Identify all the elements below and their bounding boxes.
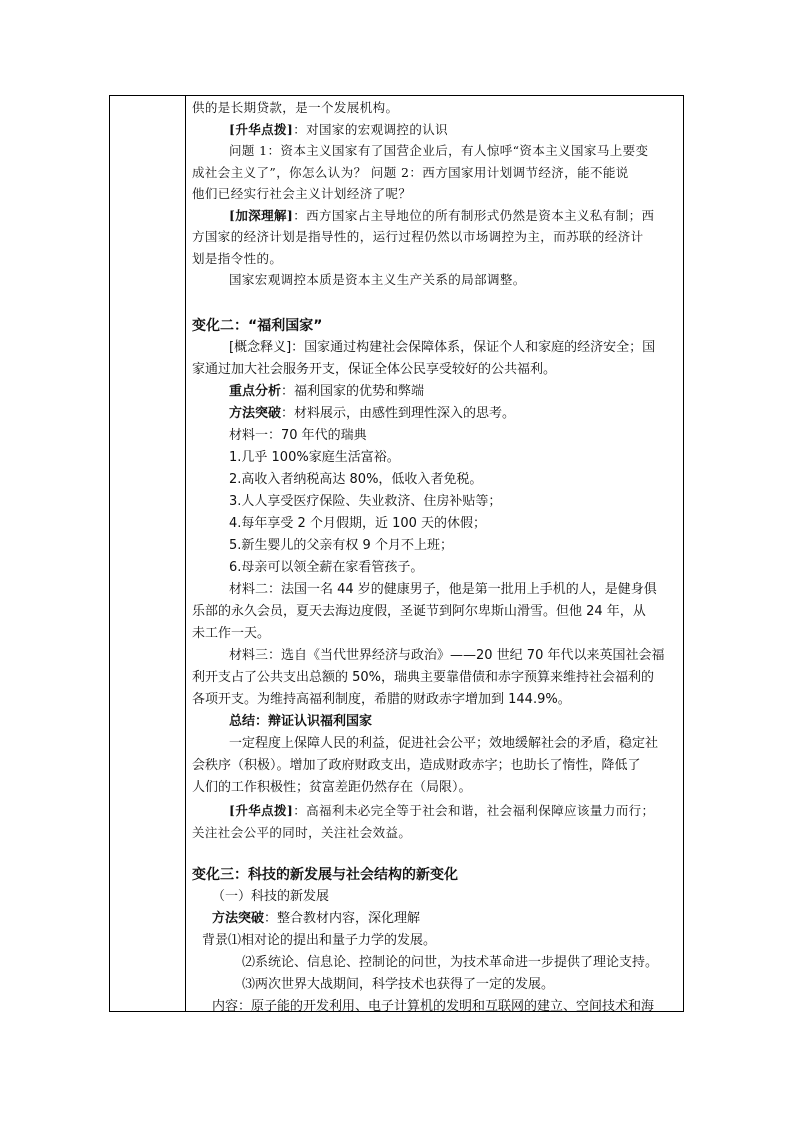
text-line: 背景⑴相对论的提出和量子力学的发展。 [202, 933, 437, 948]
text-line: 利开支占了公共支出总额的 50%，瑞典主要靠借债和赤字预算来维持社会福利的 [192, 670, 655, 685]
lesson-table [109, 95, 684, 1012]
text-line [229, 384, 424, 400]
text-line: 材料三：选自《当代世界经济与政治》——20 世纪 70 年代以来英国社会福 [229, 648, 665, 663]
list-item: 5.新生婴儿的父亲有权 9 个月不上班； [229, 538, 453, 553]
text-line: 一定程度上保障人民的利益，促进社会公平；效地缓解社会的矛盾，稳定社 [229, 736, 659, 751]
label-sublimation: [升华点拨] [229, 803, 294, 818]
label-method: 方法突破 [229, 406, 282, 421]
list-item: 6.母亲可以领全薪在家看管孩子。 [229, 560, 424, 575]
text-line: 关注社会公平的同时，关注社会效益。 [192, 825, 412, 840]
text-line: [概念释义]：国家通过构建社会保障体系，保证个人和家庭的经济安全；国 [229, 340, 656, 355]
label-sublimation: [升华点拨] [229, 122, 294, 137]
text-fragment: ：整合教材内容，深化理解 [264, 911, 421, 926]
label-key-analysis: 重点分析 [229, 384, 282, 399]
summary-heading: 总结：辩证认识福利国家 [229, 714, 373, 729]
text-line [229, 122, 448, 138]
text-line: 未工作一天。 [192, 626, 271, 641]
text-line: 材料二：法国一名 44 岁的健康男子，他是第一批用上手机的人，是健身俱 [229, 582, 657, 597]
text-line: 划是指令性的。 [192, 251, 283, 266]
text-line: 材料一：70 年代的瑞典 [229, 428, 367, 443]
text-fragment: ：对国家的宏观调控的认识 [293, 122, 449, 137]
text-line: 成社会主义了”，你怎么认为？ 问题 2：西方国家用计划调节经济，能不能说 [192, 165, 629, 180]
section-heading-change-3: 变化三：科技的新发展与社会结构的新变化 [192, 867, 458, 883]
text-line [229, 208, 654, 224]
text-fragment: ：西方国家占主导地位的所有制形式仍然是资本主义私有制；西 [293, 208, 655, 223]
text-line: ⑶两次世界大战期间，科学技术也获得了一定的发展。 [242, 977, 555, 992]
text-line: 他们已经实行社会主义计划经济了呢？ [192, 186, 412, 201]
column-divider [185, 96, 186, 1011]
list-item: 3.人人享受医疗保险、失业救济、住房补贴等； [229, 494, 502, 509]
text-line [212, 911, 420, 927]
text-line: 家通过加大社会服务开支，保证全体公民享受较好的公共福利。 [192, 362, 557, 377]
text-line: 方国家的经济计划是指导性的，运行过程仍然以市场调控为主，而苏联的经济计 [192, 229, 644, 244]
text-line: 人们的工作积极性；贫富差距仍然存在（局限）。 [192, 780, 472, 795]
text-line: 会秩序（积极）。增加了政府财政支出，造成财政赤字；也助长了惰性，降低了 [192, 758, 641, 773]
text-line: 国家宏观调控本质是资本主义生产关系的局部调整。 [229, 272, 526, 287]
text-line: ⑵系统论、信息论、控制论的问世，为技术革命进一步提供了理论支持。 [242, 955, 659, 970]
list-item: 4.每年享受 2 个月假期，近 100 天的休假； [229, 516, 487, 531]
list-item: 1.几乎 100%家庭生活富裕。 [229, 450, 400, 465]
text-fragment: ：高福利未必完全等于社会和谐，社会福利保障应该量力而行； [293, 803, 655, 818]
section-heading-change-2: 变化二：“福利国家” [192, 318, 323, 334]
text-line: 问题 1：资本主义国家有了国营企业后，有人惊呼“资本主义国家马上要变 [229, 143, 649, 158]
text-line: 乐部的永久会员，夏天去海边度假，圣诞节到阿尔卑斯山滑雪。但他 24 年，从 [192, 604, 646, 619]
text-line [229, 803, 654, 819]
text-line: 各项开支。为维持高福利制度，希腊的财政赤字增加到 144.9%。 [192, 692, 571, 707]
text-fragment: ：材料展示，由感性到理性深入的思考。 [281, 406, 516, 421]
text-line: 内容：原子能的开发利用、电子计算机的发明和互联网的建立、空间技术和海 [212, 999, 655, 1014]
text-line: 供的是长期贷款，是一个发展机构。 [192, 100, 399, 115]
list-item: 2.高收入者纳税高达 80%，低收入者免税。 [229, 472, 483, 487]
label-deepen: [加深理解] [229, 208, 294, 223]
subsection-heading: （一）科技的新发展 [212, 889, 330, 904]
text-line [229, 406, 515, 422]
label-method: 方法突破 [212, 911, 265, 926]
text-fragment: ：福利国家的优势和弊端 [281, 384, 425, 399]
